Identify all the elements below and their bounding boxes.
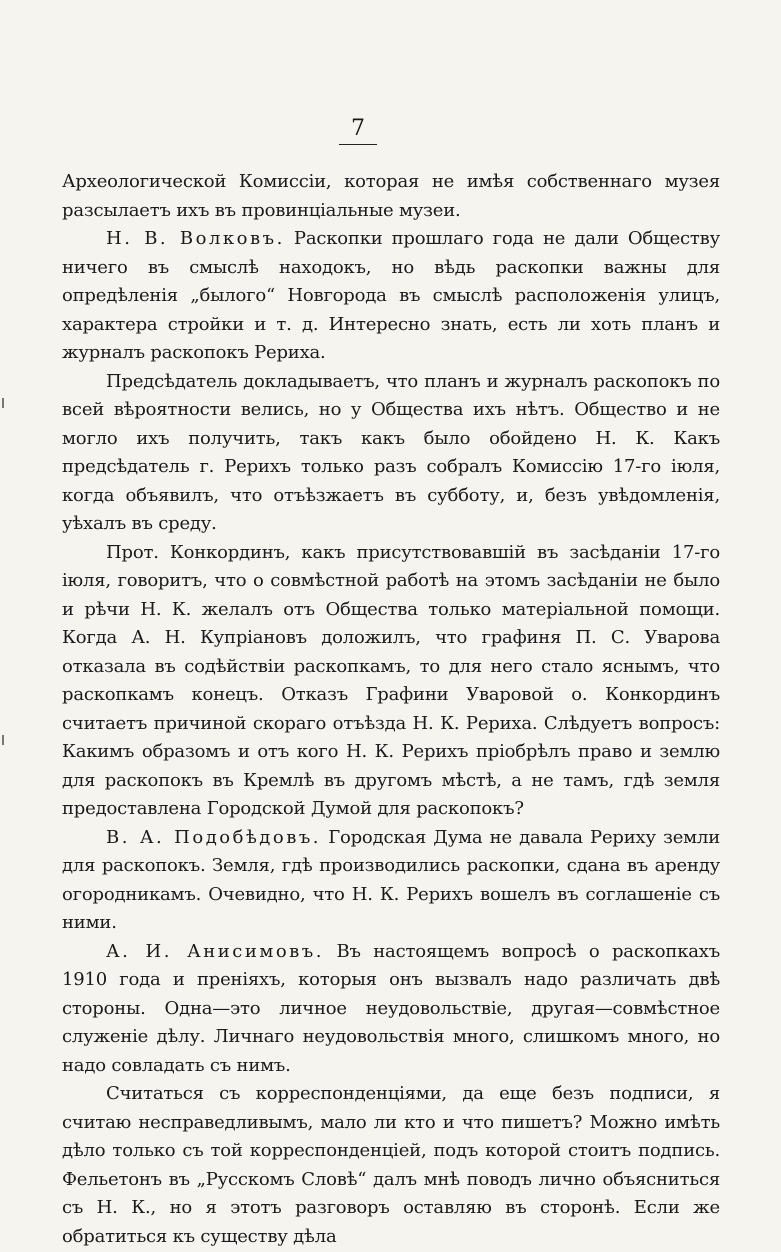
paragraph-text: Археологической Комиссіи, которая не имѣя собственнаго музея разсылаетъ ихъ въ провинціальные музеи. xyxy=(62,171,720,221)
paragraph-1 xyxy=(62,168,720,225)
paragraph-5 xyxy=(62,824,720,938)
scan-edge-mark xyxy=(2,398,4,408)
speaker-name: В. А. Подобѣдовъ. xyxy=(106,826,322,848)
paragraph-text: Раскопки прошлаго года не дали Обществу ничего въ смыслѣ находокъ, но вѣдь раскопки важны для опредѣленія „былого“ Новгорода въ смыслѣ расположенія улицъ, характера стройки и т. д. Интересно знать, есть ли хоть планъ и журналъ раскопокъ Рериха. xyxy=(62,228,720,363)
scan-edge-mark xyxy=(2,735,4,745)
paragraph-6 xyxy=(62,938,720,1081)
paragraph-text: Прот. Конкординъ, какъ присутствовавшій въ засѣданіи 17-го іюля, говоритъ, что о совмѣстной работѣ на этомъ засѣданіи не было и рѣчи Н. К. желалъ отъ Общества только матеріальной помощи. Когда А. Н. Купріановъ доложилъ, что графиня П. С. Уварова отказала въ содѣйствіи раскопкамъ, то для него стало яснымъ, что раскопкамъ конецъ. Отказъ Графини Уваровой о. Конкординъ считаетъ причиной скораго отъѣзда Н. К. Рериха. Слѣдуетъ вопросъ: Какимъ образомъ и отъ кого Н. К. Рерихъ пріобрѣлъ право и землю для раскопокъ въ Кремлѣ въ другомъ мѣстѣ, а не тамъ, гдѣ земля предоставлена Городской Думой для раскопокъ? xyxy=(62,541,720,819)
paragraph-text: Городская Дума не давала Рериху земли для раскопокъ. Земля, гдѣ производились раскопки, сдана въ аренду огородникамъ. Очевидно, что Н. К. Рерихъ вошелъ въ соглашеніе съ ними. xyxy=(62,826,720,933)
speaker-name: Н. В. Волковъ. xyxy=(106,228,285,249)
paragraph-4 xyxy=(62,539,720,824)
paragraph-3 xyxy=(62,368,720,539)
paragraph-text: Въ настоящемъ вопросѣ о раскопкахъ 1910 года и преніяхъ, которыя онъ вызвалъ надо различать двѣ стороны. Одна—это личное неудовольствіе, другая—совмѣстное служеніе дѣлу. Личнаго неудовольствія много, слишкомъ много, но надо совладать съ нимъ. xyxy=(62,940,720,1076)
page-number: 7 xyxy=(351,116,365,141)
paragraph-2 xyxy=(62,225,720,368)
paragraph-text: Предсѣдатель докладываетъ, что планъ и журналъ раскопокъ по всей вѣроятности велись, но у Общества ихъ нѣтъ. Общество и не могло ихъ получить, такъ какъ было обойдено Н. К. Какъ предсѣдатель г. Рерихъ только разъ собралъ Комиссію 17-го іюля, когда объявилъ, что отъѣзжаетъ въ субботу, и, безъ увѣдомленія, уѣхалъ въ среду. xyxy=(62,370,720,534)
speaker-name: А. И. Анисимовъ. xyxy=(106,940,324,962)
page-header xyxy=(338,116,378,145)
body-text xyxy=(62,168,720,1251)
paragraph-7 xyxy=(62,1080,720,1251)
paragraph-text: Считаться съ корреспонденціями, да еще безъ подписи, я считаю несправедливымъ, мало ли кто и что пишетъ? Можно имѣть дѣло только съ той корреспонденціей, подъ которой стоитъ подпись. Фельетонъ въ „Русскомъ Словѣ“ далъ мнѣ поводъ лично объясниться съ Н. К., но я этотъ разговоръ оставляю въ сторонѣ. Если же обратиться къ существу дѣла xyxy=(62,1083,720,1247)
page-number-rule xyxy=(339,144,377,145)
